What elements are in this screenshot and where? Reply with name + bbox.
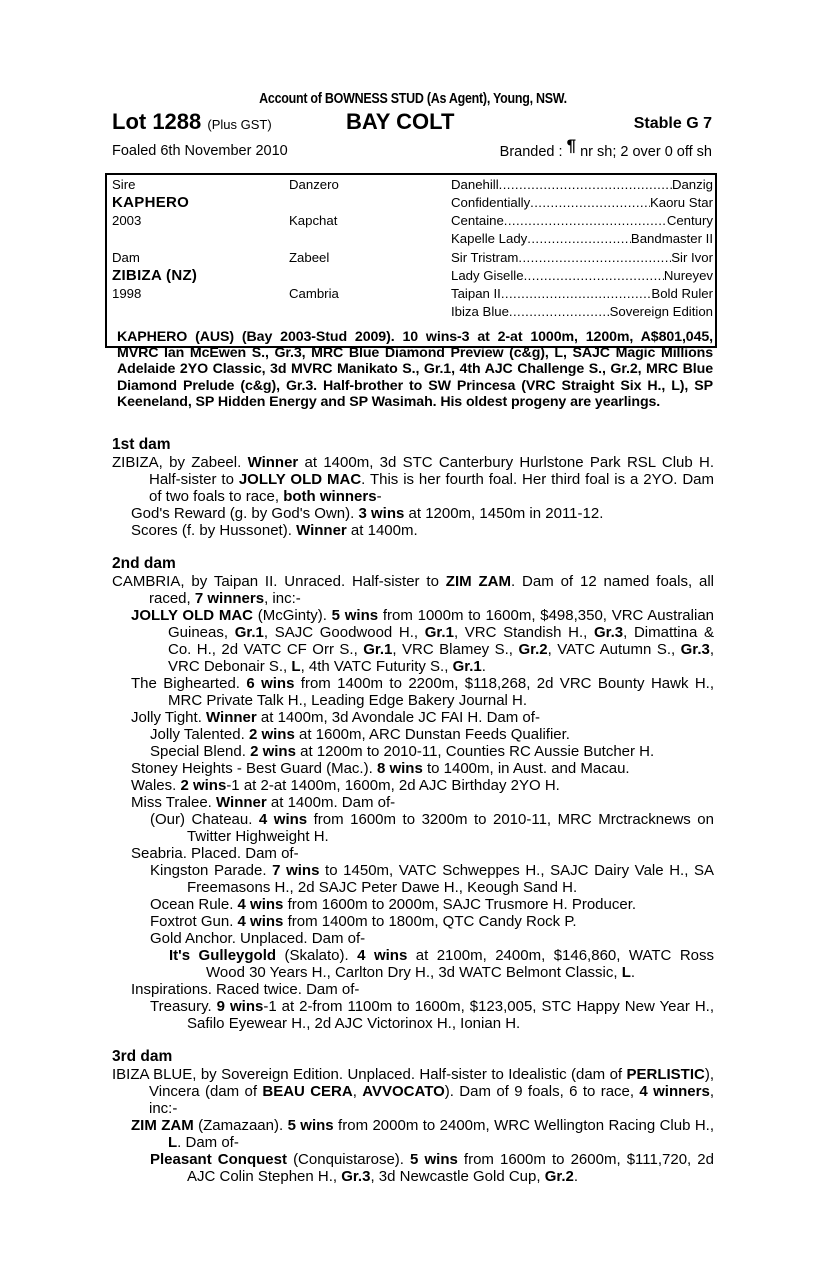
bold-run: 5 wins: [331, 607, 379, 624]
text-run: at 1400m.: [346, 522, 418, 539]
bold-run: 3 wins: [358, 505, 405, 522]
text-run: at 1400m. Dam of-: [266, 794, 396, 811]
text-run: at 1600m, ARC Dunstan Feeds Qualifier.: [294, 726, 570, 743]
pedigree-entry: [112, 1151, 714, 1185]
section-heading: 2nd dam: [112, 555, 176, 572]
pedigree-entry: [112, 1066, 714, 1117]
bold-run: 5 wins: [410, 1151, 458, 1168]
bold-run: It's Gulleygold: [169, 947, 277, 964]
text-run: from 1600m to 3200m to 2010-11, MRC Mrctracknews on Twitter Highweight H.: [187, 811, 714, 845]
dam-label: Dam: [112, 250, 140, 265]
section-heading: 1st dam: [112, 436, 171, 453]
pedigree-entry: [112, 607, 714, 675]
second-dam-section: [112, 555, 714, 1032]
text-run: , 3d Newcastle Gold Cup,: [370, 1168, 545, 1185]
dam-sire: Zabeel: [289, 250, 330, 265]
bold-run: 4 wins: [357, 947, 408, 964]
pedigree-entry: [112, 760, 714, 777]
text-run: (Skalato).: [276, 947, 358, 964]
pedigree-line: Kapelle Lady ..... Bandmaster II: [451, 230, 713, 248]
text-run: to 1450m, VATC Schweppes H., SAJC Dairy Vale H., SA Freemasons H., 2d SAJC Peter Dawe H., Keough Sand H.: [187, 862, 714, 896]
pedigree-entry: [112, 573, 714, 607]
pedigree-entry: [112, 1117, 714, 1151]
pedigree-entry: [112, 794, 714, 811]
pedigree-entry: [112, 709, 714, 726]
text-run: from 1600m to 2000m, SAJC Trusmore H. Producer.: [283, 896, 637, 913]
text-run: Inspirations. Raced twice. Dam of-: [131, 981, 360, 998]
pedigree-line: Lady Giselle ..... Nureyev: [451, 267, 713, 285]
pedigree-entry: [112, 726, 714, 743]
bold-run: BEAU CERA: [262, 1083, 353, 1100]
pedigree-entry: [112, 981, 714, 998]
bold-run: Pleasant Conquest: [150, 1151, 287, 1168]
bold-run: 9 wins: [216, 998, 264, 1015]
lot-label: Lot 1288: [112, 109, 202, 134]
entries: [112, 573, 714, 1032]
text-run: , Dimattina & Co. H., 2d VATC CF Orr S.,: [168, 624, 714, 658]
text-run: (Conquistarose).: [286, 1151, 411, 1168]
text-run: Foxtrot Gun.: [150, 913, 238, 930]
dam-dam: Cambria: [289, 286, 339, 301]
bold-run: 2 wins: [180, 777, 227, 794]
text-run: ZIBIZA, by Zabeel.: [112, 454, 248, 471]
text-run: . Dam of-: [177, 1134, 239, 1151]
bold-run: 4 wins: [258, 811, 308, 828]
stable-location: Stable G 7: [633, 115, 712, 132]
text-run: , 4th VATC Futurity S.,: [300, 658, 453, 675]
bold-run: PERLISTIC: [626, 1066, 705, 1083]
bold-run: Winner: [296, 522, 347, 539]
branded-label: Branded :: [499, 144, 563, 160]
text-run: .: [481, 658, 486, 675]
text-run: Stoney Heights - Best Guard (Mac.).: [131, 760, 377, 777]
pedigree-entry: [112, 743, 714, 760]
third-dam-section: [112, 1048, 714, 1185]
text-run: at 2100m, 2400m, $146,860, WATC Ross Wood 30 Years H., Carlton Dry H., 3d WATC Belmont Classic,: [206, 947, 714, 981]
text-run: ,: [352, 1083, 363, 1100]
bold-run: Gr.3: [341, 1168, 371, 1185]
text-run: , SAJC Goodwood H.,: [263, 624, 425, 641]
pedigree-entry: [112, 947, 714, 981]
text-run: -1 at 2-at 1400m, 1600m, 2d AJC Birthday 2YO H.: [226, 777, 560, 794]
bold-run: Gr.1: [234, 624, 264, 641]
bold-run: Gr.1: [363, 641, 393, 658]
bold-run: 4 wins: [237, 896, 284, 913]
pedigree-entry: [112, 675, 714, 709]
entries: [112, 1066, 714, 1185]
bold-run: 4 wins: [237, 913, 284, 930]
bold-run: L: [621, 964, 631, 981]
text-run: from 1400m to 2200m, $118,268, 2d VRC Bounty Hawk H., MRC Private Talk H., Leading Edge Bakery Journal H.: [168, 675, 715, 709]
sire-dam: Kapchat: [289, 213, 338, 228]
bold-run: Winner: [247, 454, 299, 471]
bold-run: 6 wins: [246, 675, 295, 692]
text-run: Seabria. Placed. Dam of-: [131, 845, 299, 862]
text-run: (McGinty).: [253, 607, 332, 624]
entries: [112, 454, 714, 539]
bold-run: 5 wins: [287, 1117, 334, 1134]
text-run: to 1400m, in Aust. and Macau.: [422, 760, 630, 777]
bold-run: JOLLY OLD MAC: [238, 471, 362, 488]
pedigree-line: Centaine ..... Century: [451, 212, 713, 230]
foal-row: [112, 136, 714, 161]
bold-run: 2 wins: [250, 743, 296, 760]
colour-sex: BAY COLT: [346, 109, 455, 134]
bold-run: ZIM ZAM: [131, 1117, 194, 1134]
brand-info: [499, 136, 712, 162]
pedigree-entry: [112, 522, 714, 539]
text-run: , VATC Autumn S.,: [547, 641, 681, 658]
pedigree-line: Danehill ..... Danzig: [451, 176, 713, 194]
text-run: .: [573, 1168, 579, 1185]
foaled-date: Foaled 6th November 2010: [112, 143, 288, 159]
bold-run: 8 wins: [376, 760, 423, 777]
text-run: (Our) Chateau.: [150, 811, 259, 828]
text-run: Scores (f. by Hussonet).: [131, 522, 297, 539]
sire-sire: Danzero: [289, 177, 339, 192]
bold-run: AVVOCATO: [362, 1083, 445, 1100]
bold-run: Gr.3: [593, 624, 624, 641]
bold-run: L: [168, 1134, 178, 1151]
sire-name: KAPHERO: [112, 194, 190, 211]
pedigree-entry: [112, 998, 714, 1032]
text-run: ). Dam of 9 foals, 6 to race,: [444, 1083, 640, 1100]
text-run: Ocean Rule.: [150, 896, 238, 913]
bold-run: both winners: [283, 488, 377, 505]
lot-number: [112, 109, 272, 138]
bold-run: Gr.1: [424, 624, 454, 641]
text-run: at 1400m, 3d STC Canterbury Hurlstone Park RSL Club H. Half-sister to: [149, 454, 714, 488]
lot-row: [112, 109, 714, 135]
dam-year: 1998: [112, 286, 142, 301]
text-run: , inc:-: [264, 590, 301, 607]
bold-run: JOLLY OLD MAC: [131, 607, 254, 624]
bold-run: Gr.3: [680, 641, 710, 658]
pedigree-entry: [112, 505, 714, 522]
pedigree-entry: [112, 896, 714, 913]
text-run: from 1600m to 2600m, $111,720, 2d AJC Colin Stephen H.,: [187, 1151, 714, 1185]
text-run: at 1200m, 1450m in 2011-12.: [404, 505, 604, 522]
section-heading: 3rd dam: [112, 1048, 173, 1065]
bold-run: ZIM ZAM: [445, 573, 511, 590]
text-run: . This is her fourth foal. Her third foal is a 2YO. Dam of two foals to race,: [149, 471, 714, 505]
pedigree-line: Ibiza Blue ..... Sovereign Edition: [451, 303, 713, 321]
text-run: . Dam of 12 named foals, all raced,: [149, 573, 715, 607]
catalogue-header: [112, 90, 714, 161]
bold-run: Winner: [216, 794, 267, 811]
pedigree-entry: [112, 454, 714, 505]
text-run: from 1000m to 1600m, $498,350, VRC Australian Guineas,: [168, 607, 715, 641]
pedigree-entry: [112, 913, 714, 930]
text-run: from 1400m to 1800m, QTC Candy Rock P.: [283, 913, 577, 930]
bold-run: Gr.2: [518, 641, 548, 658]
text-run: -: [376, 488, 382, 505]
text-run: Jolly Talented.: [150, 726, 249, 743]
dam-name: ZIBIZA (NZ): [112, 267, 198, 284]
text-run: , VRC Standish H.,: [453, 624, 594, 641]
text-run: Gold Anchor. Unplaced. Dam of-: [150, 930, 366, 947]
gst-note: (Plus GST): [207, 117, 272, 132]
pedigree-line: Taipan II ..... Bold Ruler: [451, 285, 713, 303]
text-run: , VRC Debonair S.,: [168, 641, 714, 675]
vendor-account: Account of BOWNESS STUD (As Agent), Young, NSW.: [259, 91, 567, 107]
pedigree-entry: [112, 777, 714, 794]
sire-year: 2003: [112, 213, 142, 228]
bold-run: Gr.1: [452, 658, 482, 675]
text-run: Miss Tralee.: [131, 794, 217, 811]
text-run: Special Blend.: [150, 743, 251, 760]
text-run: Kingston Parade.: [150, 862, 273, 879]
pedigree-entry: [112, 930, 714, 947]
text-run: Treasury.: [150, 998, 217, 1015]
text-run: CAMBRIA, by Taipan II. Unraced. Half-sister to: [112, 573, 446, 590]
branded-detail: nr sh; 2 over 0 off sh: [580, 144, 712, 160]
text-run: Jolly Tight.: [131, 709, 207, 726]
brand-mark-icon: ¶: [566, 136, 577, 155]
sire-summary: KAPHERO (AUS) (Bay 2003-Stud 2009). 10 wins-3 at 2-at 1000m, 1200m, A$801,045, MVRC Ian McEwen S., Gr.3, MRC Blue Diamond Preview (c&g), L, SAJC Magic Millions Adelaide 2YO Classic, 3d MVRC Manikato S., Gr.1, 4th AJC Challenge S., Gr.2, MRC Blue Diamond Prelude (c&g), Gr.3. Half-brother to SW Princesa (VRC Straight Six H., L), SP Keeneland, SP Hidden Energy and SP Wasimah. His oldest progeny are yearlings.: [117, 329, 713, 410]
text-run: from 2000m to 2400m, WRC Wellington Racing Club H.,: [333, 1117, 714, 1134]
pedigree-line: Confidentially ..... Kaoru Star: [451, 194, 713, 212]
text-run: , inc:-: [149, 1083, 714, 1117]
first-dam-section: [112, 436, 714, 539]
bold-run: 4 winners: [639, 1083, 710, 1100]
text-run: at 1400m, 3d Avondale JC FAI H. Dam of-: [256, 709, 540, 726]
bold-run: 7 winners: [194, 590, 265, 607]
sire-label: Sire: [112, 177, 136, 192]
bold-run: L: [291, 658, 301, 675]
text-run: -1 at 2-from 1100m to 1600m, $123,005, STC Happy New Year H., Safilo Eyewear H., 2d AJC Victorinox H., Ionian H.: [187, 998, 714, 1032]
bold-run: Winner: [206, 709, 257, 726]
pedigree-entry: [112, 845, 714, 862]
pedigree-entry: [112, 862, 714, 896]
text-run: .: [630, 964, 636, 981]
text-run: The Bighearted.: [131, 675, 247, 692]
pedigree-table: [105, 173, 717, 348]
pedigree-entry: [112, 811, 714, 845]
text-run: ), Vincera (dam of: [149, 1066, 714, 1100]
text-run: IBIZA BLUE, by Sovereign Edition. Unplaced. Half-sister to Idealistic (dam of: [112, 1066, 627, 1083]
pedigree-line: Sir Tristram ..... Sir Ivor: [451, 249, 713, 267]
text-run: Wales.: [131, 777, 181, 794]
text-run: , VRC Blamey S.,: [392, 641, 519, 658]
bold-run: 7 wins: [272, 862, 320, 879]
bold-run: Gr.2: [544, 1168, 574, 1185]
text-run: at 1200m to 2010-11, Counties RC Aussie Butcher H.: [295, 743, 655, 760]
text-run: God's Reward (g. by God's Own).: [131, 505, 359, 522]
text-run: (Zamazaan).: [193, 1117, 288, 1134]
bold-run: 2 wins: [248, 726, 295, 743]
